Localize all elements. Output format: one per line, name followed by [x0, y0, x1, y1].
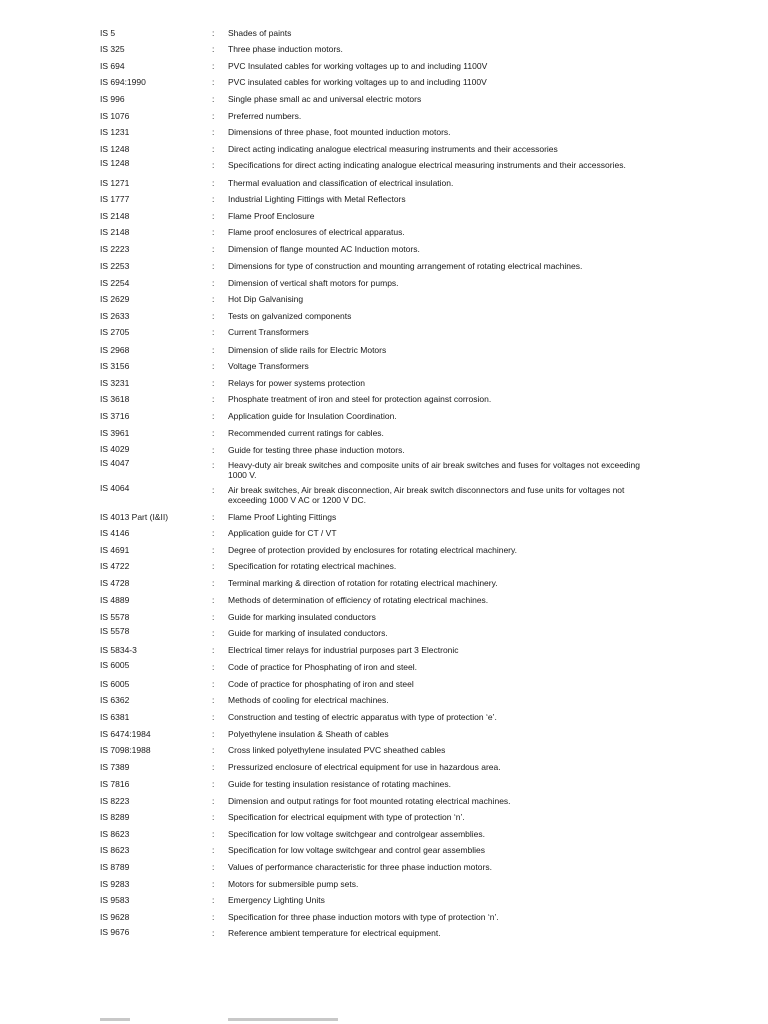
colon-separator: :	[212, 845, 215, 855]
standard-code: IS 3716	[100, 411, 130, 421]
standard-code: IS 3231	[100, 378, 130, 388]
colon-separator: :	[212, 294, 215, 304]
colon-separator: :	[212, 879, 215, 889]
standard-code: IS 4064	[100, 483, 130, 493]
standard-code: IS 2968	[100, 345, 130, 355]
colon-separator: :	[212, 211, 215, 221]
standard-title: Specifications for direct acting indicating analogue electrical measuring instruments and their accessories.	[228, 160, 626, 170]
standard-title: Recommended current ratings for cables.	[228, 428, 384, 438]
standard-title: Shades of paints	[228, 28, 292, 38]
colon-separator: :	[212, 194, 215, 204]
standard-code: IS 1248	[100, 144, 130, 154]
colon-separator: :	[212, 762, 215, 772]
standard-title: Guide for testing insulation resistance of rotating machines.	[228, 779, 452, 789]
standard-title: Motors for submersible pump sets.	[228, 879, 359, 889]
standard-title: Specification for electrical equipment with type of protection ‘n’.	[228, 812, 465, 822]
standard-code: IS 4889	[100, 595, 130, 605]
colon-separator: :	[212, 812, 215, 822]
standard-code: IS 1076	[100, 111, 130, 121]
colon-separator: :	[212, 528, 215, 538]
standard-code: IS 694	[100, 61, 125, 71]
standard-code: IS 996	[100, 94, 125, 104]
colon-separator: :	[212, 28, 215, 38]
standard-code: IS 7389	[100, 762, 130, 772]
standard-code: IS 8623	[100, 829, 130, 839]
standard-code: IS 4722	[100, 561, 130, 571]
colon-separator: :	[212, 595, 215, 605]
colon-separator: :	[212, 428, 215, 438]
colon-separator: :	[212, 311, 215, 321]
standard-title: Dimensions for type of construction and mounting arrangement of rotating electrical machines.	[228, 261, 583, 271]
colon-separator: :	[212, 578, 215, 588]
standard-title: Values of performance characteristic for three phase induction motors.	[228, 862, 492, 872]
standard-code: IS 9628	[100, 912, 130, 922]
standard-title: Specification for three phase induction motors with type of protection ‘n’.	[228, 912, 499, 922]
standard-code: IS 694:1990	[100, 77, 146, 87]
standard-code: IS 4691	[100, 545, 130, 555]
standard-code: IS 3156	[100, 361, 130, 371]
standard-title: Polyethylene insulation & Sheath of cables	[228, 729, 389, 739]
standard-title: Air break switches, Air break disconnection, Air break switch disconnectors and fuse units for voltages not exceeding 1000 V AC or 1200 V DC.	[228, 485, 625, 505]
colon-separator: :	[212, 394, 215, 404]
standard-code: IS 6362	[100, 695, 130, 705]
colon-separator: :	[212, 44, 215, 54]
standard-title: Guide for marking of insulated conductors.	[228, 628, 388, 638]
standard-title: Specification for low voltage switchgear and control gear assemblies	[228, 845, 486, 855]
colon-separator: :	[212, 445, 215, 455]
standard-title: Dimension of slide rails for Electric Motors	[228, 345, 387, 355]
standard-title: Tests on galvanized components	[228, 311, 352, 321]
cut-off-code-fragment	[100, 1018, 130, 1021]
standard-code: IS 9283	[100, 879, 130, 889]
colon-separator: :	[212, 729, 215, 739]
colon-separator: :	[212, 545, 215, 555]
standard-code: IS 325	[100, 44, 125, 54]
standard-title: PVC Insulated cables for working voltages up to and including 1100V	[228, 61, 488, 71]
standard-title: Application guide for Insulation Coordination.	[228, 411, 397, 421]
colon-separator: :	[212, 628, 215, 638]
colon-separator: :	[212, 111, 215, 121]
standard-code: IS 2633	[100, 311, 130, 321]
colon-separator: :	[212, 345, 215, 355]
standard-title: Industrial Lighting Fittings with Metal Reflectors	[228, 194, 406, 204]
standard-title: Specification for low voltage switchgear and controlgear assemblies.	[228, 829, 486, 839]
next-page-fragment	[0, 1017, 768, 1024]
colon-separator: :	[212, 61, 215, 71]
standard-code: IS 2629	[100, 294, 130, 304]
standard-code: IS 8289	[100, 812, 130, 822]
colon-separator: :	[212, 327, 215, 337]
standard-title: Phosphate treatment of iron and steel for protection against corrosion.	[228, 394, 492, 404]
standard-code: IS 6381	[100, 712, 130, 722]
colon-separator: :	[212, 512, 215, 522]
standard-code: IS 6005	[100, 660, 130, 670]
standard-title: Construction and testing of electric apparatus with type of protection ‘e’.	[228, 712, 497, 722]
standard-code: IS 4728	[100, 578, 130, 588]
standard-title: Code of practice for phosphating of iron and steel	[228, 679, 414, 689]
standard-title: Cross linked polyethylene insulated PVC sheathed cables	[228, 745, 446, 755]
standard-title: Dimension and output ratings for foot mounted rotating electrical machines.	[228, 796, 511, 806]
standard-code: IS 6474:1984	[100, 729, 151, 739]
colon-separator: :	[212, 278, 215, 288]
standard-title: Voltage Transformers	[228, 361, 309, 371]
standard-title: Application guide for CT / VT	[228, 528, 337, 538]
colon-separator: :	[212, 712, 215, 722]
standard-code: IS 4047	[100, 458, 130, 468]
standard-title: Guide for marking insulated conductors	[228, 612, 376, 622]
standard-title: Electrical timer relays for industrial purposes part 3 Electronic	[228, 645, 459, 655]
colon-separator: :	[212, 127, 215, 137]
standard-code: IS 2254	[100, 278, 130, 288]
standard-code: IS 6005	[100, 679, 130, 689]
standard-title: PVC insulated cables for working voltages up to and including 1100V	[228, 77, 487, 87]
colon-separator: :	[212, 912, 215, 922]
standard-code: IS 5	[100, 28, 116, 38]
standard-code: IS 4029	[100, 444, 130, 454]
standard-code: IS 1231	[100, 127, 130, 137]
standard-code: IS 2705	[100, 327, 130, 337]
colon-separator: :	[212, 695, 215, 705]
colon-separator: :	[212, 460, 215, 470]
standard-title: Flame proof enclosures of electrical apparatus.	[228, 227, 405, 237]
standard-title: Preferred numbers.	[228, 111, 302, 121]
colon-separator: :	[212, 779, 215, 789]
standard-title: Direct acting indicating analogue electrical measuring instruments and their accessories	[228, 144, 558, 154]
standard-code: IS 5578	[100, 626, 130, 636]
standard-title: Specification for rotating electrical machines.	[228, 561, 397, 571]
colon-separator: :	[212, 485, 215, 495]
colon-separator: :	[212, 662, 215, 672]
colon-separator: :	[212, 679, 215, 689]
colon-separator: :	[212, 227, 215, 237]
colon-separator: :	[212, 378, 215, 388]
colon-separator: :	[212, 561, 215, 571]
standard-title: Heavy-duty air break switches and composite units of air break switches and fuses for voltages not exceeding 1000 V.	[228, 460, 640, 480]
colon-separator: :	[212, 796, 215, 806]
standard-title: Code of practice for Phosphating of iron and steel.	[228, 662, 418, 672]
standard-title: Relays for power systems protection	[228, 378, 365, 388]
standard-code: IS 8623	[100, 845, 130, 855]
colon-separator: :	[212, 244, 215, 254]
colon-separator: :	[212, 612, 215, 622]
standard-title: Thermal evaluation and classification of electrical insulation.	[228, 178, 454, 188]
standard-code: IS 1777	[100, 194, 130, 204]
standard-code: IS 5834-3	[100, 645, 137, 655]
standard-code: IS 8223	[100, 796, 130, 806]
standard-code: IS 3618	[100, 394, 130, 404]
standard-title: Methods of cooling for electrical machines.	[228, 695, 389, 705]
colon-separator: :	[212, 928, 215, 938]
standard-title: Three phase induction motors.	[228, 44, 343, 54]
colon-separator: :	[212, 160, 215, 170]
standard-code: IS 1271	[100, 178, 130, 188]
colon-separator: :	[212, 261, 215, 271]
colon-separator: :	[212, 829, 215, 839]
standard-title: Dimensions of three phase, foot mounted induction motors.	[228, 127, 451, 137]
colon-separator: :	[212, 361, 215, 371]
standard-code: IS 1248	[100, 158, 130, 168]
standard-title: Guide for testing three phase induction motors.	[228, 445, 405, 455]
colon-separator: :	[212, 77, 215, 87]
standard-code: IS 4013 Part (I&II)	[100, 512, 169, 522]
standard-code: IS 5578	[100, 612, 130, 622]
standard-code: IS 4146	[100, 528, 130, 538]
standard-title: Pressurized enclosure of electrical equipment for use in hazardous area.	[228, 762, 501, 772]
standard-code: IS 9583	[100, 895, 130, 905]
colon-separator: :	[212, 645, 215, 655]
standard-title: Reference ambient temperature for electrical equipment.	[228, 928, 441, 938]
colon-separator: :	[212, 144, 215, 154]
standard-title: Flame Proof Enclosure	[228, 211, 315, 221]
standard-title: Dimension of flange mounted AC Induction motors.	[228, 244, 420, 254]
standard-code: IS 2148	[100, 211, 130, 221]
standard-title: Degree of protection provided by enclosures for rotating electrical machinery.	[228, 545, 517, 555]
standard-code: IS 7816	[100, 779, 130, 789]
standard-code: IS 2223	[100, 244, 130, 254]
standard-title: Methods of determination of efficiency of rotating electrical machines.	[228, 595, 489, 605]
standard-title: Dimension of vertical shaft motors for pumps.	[228, 278, 399, 288]
colon-separator: :	[212, 895, 215, 905]
standard-title: Emergency Lighting Units	[228, 895, 325, 905]
standard-code: IS 8789	[100, 862, 130, 872]
standard-code: IS 9676	[100, 927, 130, 937]
standard-code: IS 2148	[100, 227, 130, 237]
standard-title: Terminal marking & direction of rotation for rotating electrical machinery.	[228, 578, 498, 588]
standard-title: Single phase small ac and universal electric motors	[228, 94, 422, 104]
standard-code: IS 3961	[100, 428, 130, 438]
colon-separator: :	[212, 178, 215, 188]
standard-title: Flame Proof Lighting Fittings	[228, 512, 337, 522]
colon-separator: :	[212, 411, 215, 421]
colon-separator: :	[212, 745, 215, 755]
colon-separator: :	[212, 862, 215, 872]
colon-separator: :	[212, 94, 215, 104]
standard-title: Current Transformers	[228, 327, 309, 337]
standard-title: Hot Dip Galvanising	[228, 294, 304, 304]
standard-code: IS 2253	[100, 261, 130, 271]
cut-off-title-fragment	[228, 1018, 338, 1021]
standard-code: IS 7098:1988	[100, 745, 151, 755]
